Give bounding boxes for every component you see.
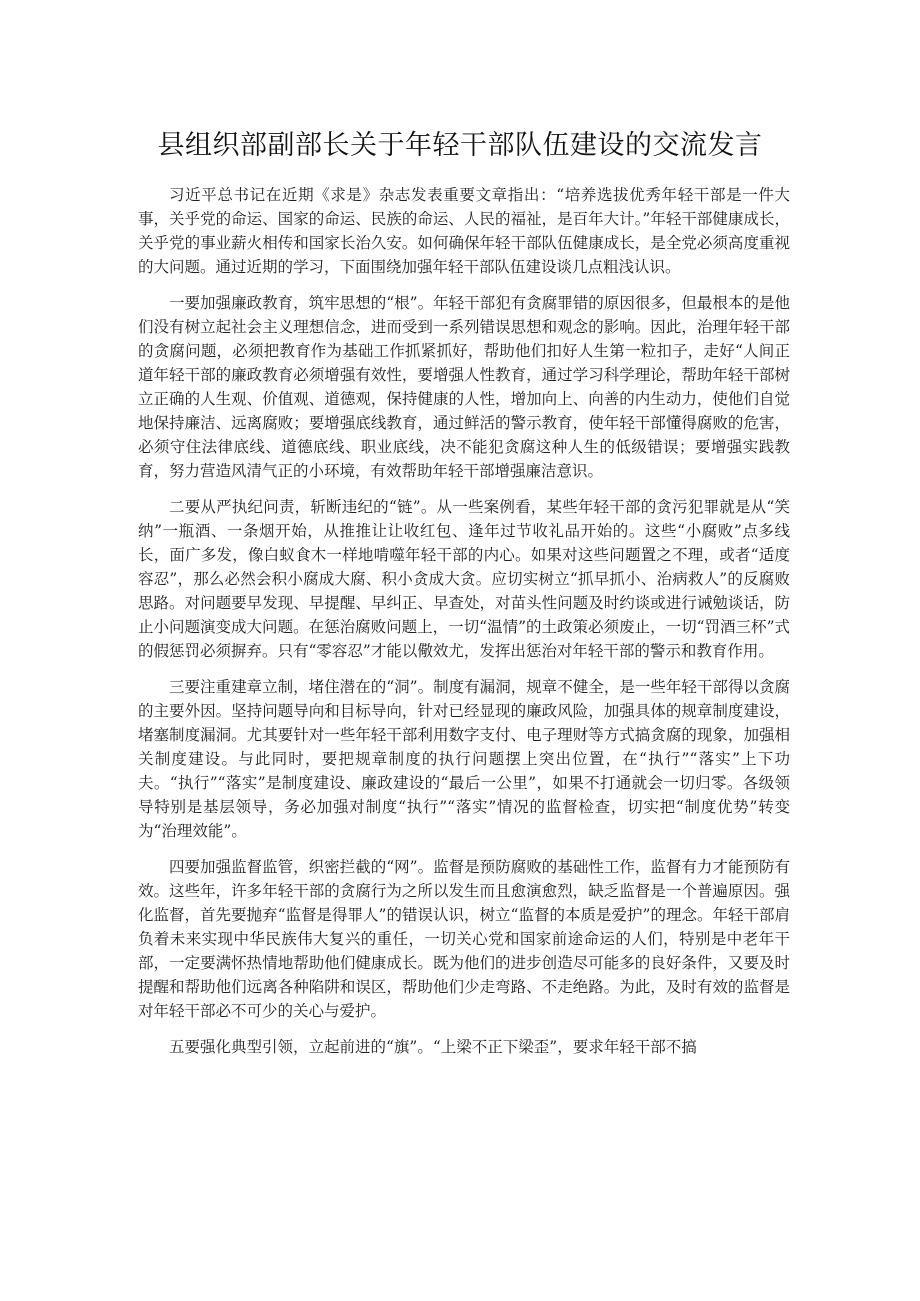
- paragraph-point-2: 二要从严执纪问责，斩断违纪的“链”。从一些案例看，某些年轻干部的贪污犯罪就是从“笑纳”一瓶酒、一条烟开始，从推推让让收红包、逢年过节收礼品开始的。这些“小腐败”点多线长，面广多发，像白蚁食木一样地啃噬年轻干部的内心。如果对这些问题置之不理，或者“适度容忍”，那么必然会积小腐成大腐、积小贪成大贪。应切实树立“抓早抓小、治病救人”的反腐败思路。对问题要早发现、早提醒、早纠正、早查处，对苗头性问题及时约谈或进行诫勉谈话，防止小问题演变成大问题。在惩治腐败问题上，一切“温情”的土政策必须废止，一切“罚酒三杯”式的假惩罚必须摒弃。只有“零容忍”才能以儆效尤，发挥出惩治对年轻干部的警示和教育作用。: [138, 498, 790, 660]
- document-body: [138, 183, 790, 1071]
- paragraph-point-4: 四要加强监督监管，织密拦截的“网”。监督是预防腐败的基础性工作，监督有力才能预防有效。这些年，许多年轻干部的贪腐行为之所以发生而且愈演愈烈，缺乏监督是一个普遍原因。强化监督，首先要抛弃“监督是得罪人”的错误认识，树立“监督的本质是爱护”的理念。年轻干部肩负着未来实现中华民族伟大复兴的重任，一切关心党和国家前途命运的人们，特别是中老年干部，一定要满怀热情地帮助他们健康成长。既为他们的进步创造尽可能多的良好条件，又要及时提醒和帮助他们远离各种陷阱和误区，帮助他们少走弯路、不走绝路。为此，及时有效的监督是对年轻干部必不可少的关心与爱护。: [138, 858, 790, 1020]
- document-title: 县组织部副部长关于年轻干部队伍建设的交流发言: [157, 130, 763, 161]
- paragraph-point-3: 三要注重建章立制，堵住潜在的“洞”。制度有漏洞，规章不健全，是一些年轻干部得以贪腐的主要外因。坚持问题导向和目标导向，针对已经显现的廉政风险，加强具体的规章制度建设，堵塞制度漏洞。尤其要针对一些年轻干部利用数字支付、电子理财等方式搞贪腐的现象，加强相关制度建设。与此同时，要把规章制度的执行问题摆上突出位置，在“执行”“落实”上下功夫。“执行”“落实”是制度建设、廉政建设的“最后一公里”，如果不打通就会一切归零。各级领导特别是基层领导，务必加强对制度“执行”“落实”情况的监督检查，切实把“制度优势”转变为“治理效能”。: [138, 678, 790, 840]
- paragraph-point-5: 五要强化典型引领，立起前进的“旗”。“上梁不正下梁歪”，要求年轻干部不搞: [169, 1038, 697, 1056]
- paragraph-intro: 习近平总书记在近期《求是》杂志发表重要文章指出：“培养选拔优秀年轻干部是一件大事，关乎党的命运、国家的命运、民族的命运、人民的福祉，是百年大计。”年轻干部健康成长，关乎党的事业薪火相传和国家长治久安。如何确保年轻干部队伍健康成长，是全党必须高度重视的大问题。通过近期的学习，下面围绕加强年轻干部队伍建设谈几点粗浅认识。: [138, 186, 790, 276]
- paragraph-point-1: 一要加强廉政教育，筑牢思想的“根”。年轻干部犯有贪腐罪错的原因很多，但最根本的是他们没有树立起社会主义理想信念，进而受到一系列错误思想和观念的影响。因此，治理年轻干部的贪腐问题，必须把教育作为基础工作抓紧抓好，帮助他们扣好人生第一粒扣子，走好“人间正道年轻干部的廉政教育必须增强有效性，要增强人性教育，通过学习科学理论，帮助年轻干部树立正确的人生观、价值观、道德观，保持健康的人性，增加向上、向善的内生动力，使他们自觉地保持廉洁、远离腐败；要增强底线教育，通过鲜活的警示教育，使年轻干部懂得腐败的危害，必须守住法律底线、道德底线、职业底线，决不能犯贪腐这种人生的低级错误；要增强实践教育，努力营造风清气正的小环境，有效帮助年轻干部增强廉洁意识。: [138, 294, 790, 480]
